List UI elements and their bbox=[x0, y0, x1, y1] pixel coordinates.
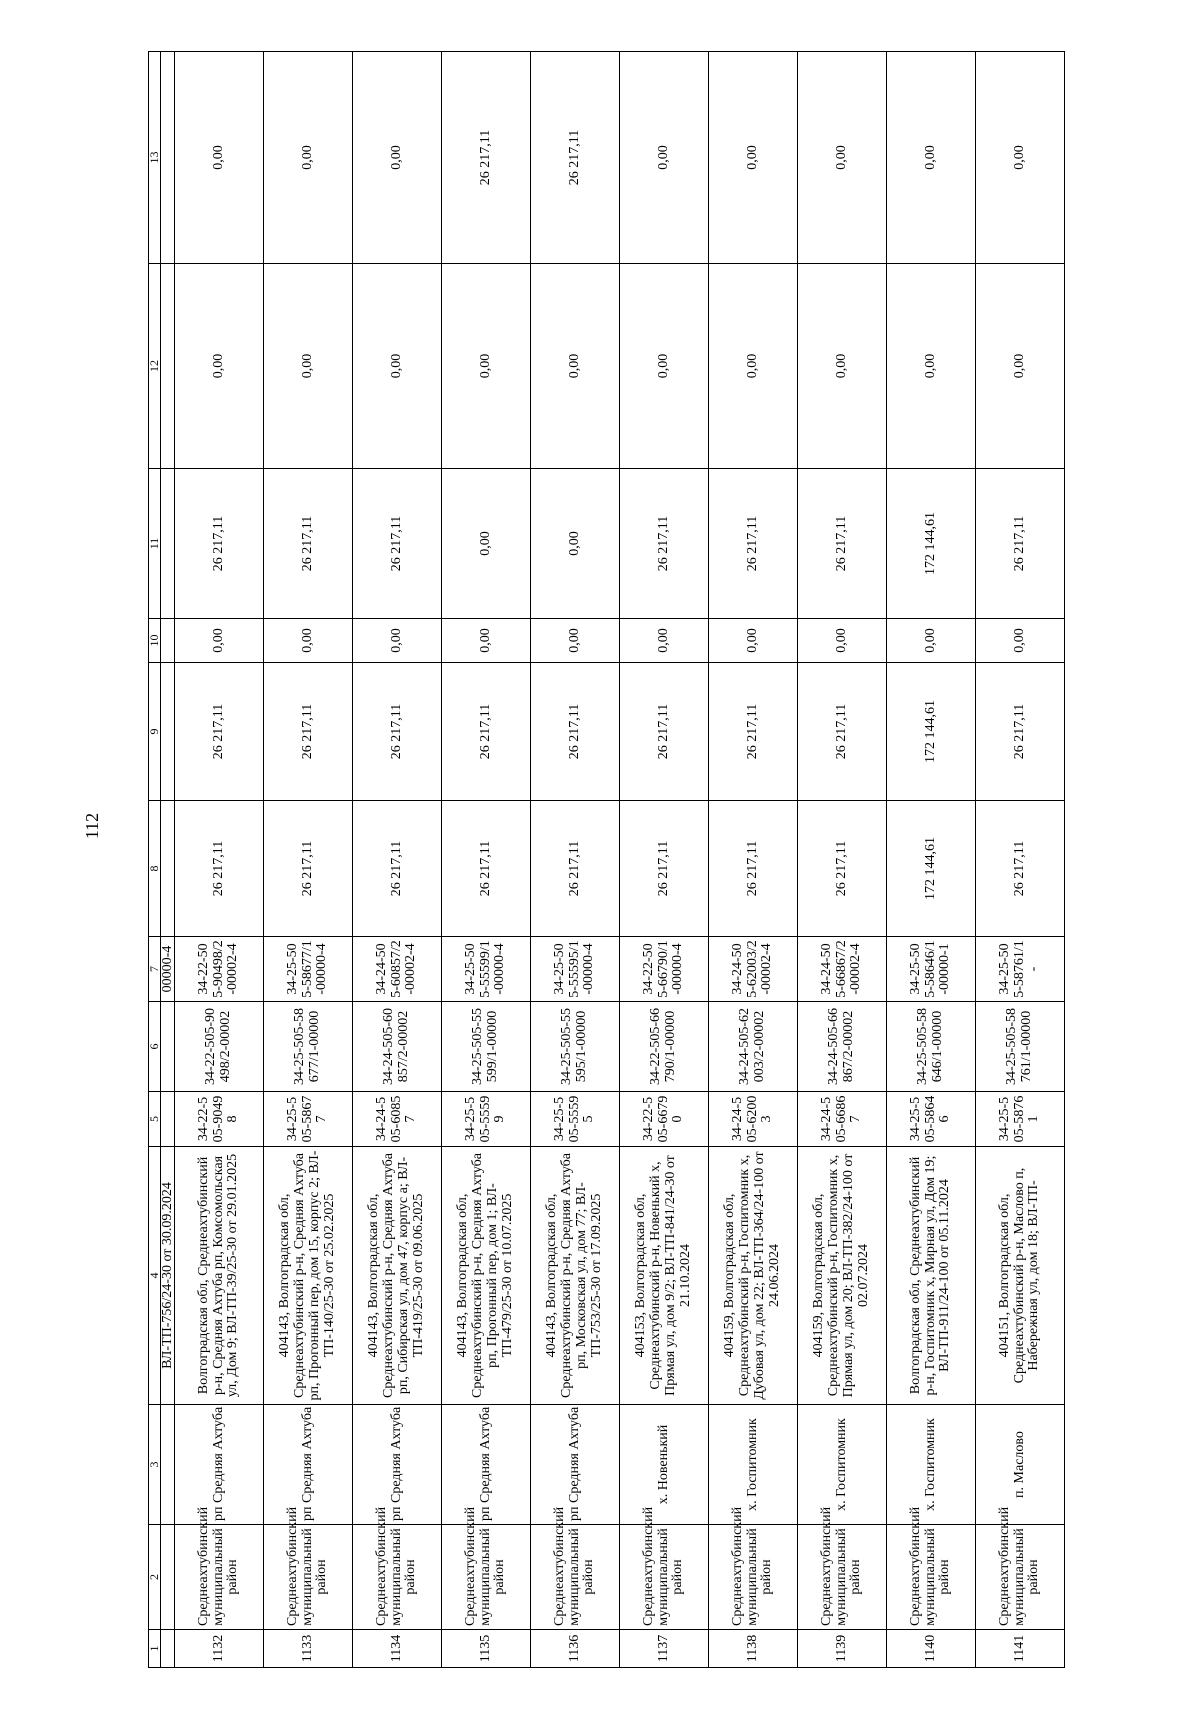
amount-col9: 26 217,11 bbox=[976, 663, 1065, 801]
settlement: рп Средняя Ахтуба bbox=[175, 1405, 264, 1525]
settlement: х. Госпитомник bbox=[798, 1405, 887, 1525]
amount-col12: 0,00 bbox=[264, 264, 353, 469]
address-contract: 404143, Волгоградская обл, Среднеахтубинский р-н, Средняя Ахтуба рп, Прогонный пер, дом 15, корпус 2; ВЛ-ТП-140/25-30 от 25.02.2025 bbox=[264, 1147, 353, 1405]
address-contract: 404159, Волгоградская обл, Среднеахтубинский р-н, Госпитомник х, Прямая ул, дом 20; ВЛ-ТП-382/24-100 от 02.07.2024 bbox=[798, 1147, 887, 1405]
column-header: 13 bbox=[149, 52, 161, 264]
table-row bbox=[442, 52, 531, 1668]
cadastral-code: 34-25-505-58761 bbox=[976, 1092, 1065, 1147]
cadastral-code: 34-24-505-62003 bbox=[709, 1092, 798, 1147]
amount-col12: 0,00 bbox=[442, 264, 531, 469]
amount-col10: 0,00 bbox=[709, 619, 798, 663]
object-code: 34-24-505-60857/2-00002-4 bbox=[353, 937, 442, 1002]
column-header: 6 bbox=[149, 1002, 161, 1092]
cadastral-code: 34-22-505-90498 bbox=[175, 1092, 264, 1147]
connection-id: 34-24-505-62003/2-00002 bbox=[709, 1002, 798, 1092]
amount-col11: 0,00 bbox=[442, 469, 531, 619]
cell-empty bbox=[161, 1630, 175, 1668]
amount-total: 26 217,11 bbox=[976, 801, 1065, 937]
amount-col10: 0,00 bbox=[442, 619, 531, 663]
address-contract: 404151, Волгоградская обл, Среднеахтубинский р-н, Маслово п, Набережная ул, дом 18; ВЛ-ТП- bbox=[976, 1147, 1065, 1405]
amount-col9: 26 217,11 bbox=[442, 663, 531, 801]
continuation-code: 00000-4 bbox=[161, 937, 175, 1002]
cadastral-code: 34-25-505-55595 bbox=[531, 1092, 620, 1147]
row-number: 1140 bbox=[887, 1630, 976, 1668]
connection-id: 34-25-505-58677/1-00000 bbox=[264, 1002, 353, 1092]
connection-id: 34-25-505-58646/1-00000 bbox=[887, 1002, 976, 1092]
amount-col11: 0,00 bbox=[531, 469, 620, 619]
column-header: 9 bbox=[149, 663, 161, 801]
table-row bbox=[620, 52, 709, 1668]
district: Среднеахтубинский муниципальный район bbox=[264, 1525, 353, 1630]
settlement: рп Средняя Ахтуба bbox=[264, 1405, 353, 1525]
continuation-address: ВЛ-ТП-756/24-30 от 30.09.2024 bbox=[161, 1147, 175, 1405]
cadastral-code: 34-25-505-58646 bbox=[887, 1092, 976, 1147]
column-header: 1 bbox=[149, 1630, 161, 1668]
table-row bbox=[264, 52, 353, 1668]
row-number: 1138 bbox=[709, 1630, 798, 1668]
column-header: 10 bbox=[149, 619, 161, 663]
table-row bbox=[798, 52, 887, 1668]
connection-id: 34-25-505-58761/1-00000 bbox=[976, 1002, 1065, 1092]
cell-empty bbox=[161, 1002, 175, 1092]
register-table bbox=[148, 51, 1065, 1668]
amount-total: 26 217,11 bbox=[531, 801, 620, 937]
connection-id: 34-22-505-66790/1-00000 bbox=[620, 1002, 709, 1092]
settlement: х. Госпитомник bbox=[709, 1405, 798, 1525]
settlement: рп Средняя Ахтуба bbox=[531, 1405, 620, 1525]
amount-col10: 0,00 bbox=[887, 619, 976, 663]
amount-col11: 26 217,11 bbox=[264, 469, 353, 619]
district: Среднеахтубинский муниципальный район bbox=[887, 1525, 976, 1630]
amount-col12: 0,00 bbox=[353, 264, 442, 469]
column-header: 11 bbox=[149, 469, 161, 619]
district: Среднеахтубинский муниципальный район bbox=[175, 1525, 264, 1630]
cell-empty bbox=[161, 469, 175, 619]
register-table-rotated bbox=[148, 52, 1065, 1668]
amount-col10: 0,00 bbox=[531, 619, 620, 663]
amount-col13: 0,00 bbox=[887, 52, 976, 264]
column-header: 2 bbox=[149, 1525, 161, 1630]
settlement: х. Госпитомник bbox=[887, 1405, 976, 1525]
address-contract: 404159, Волгоградская обл, Среднеахтубинский р-н, Госпитомник х, Дубовая ул, дом 22; ВЛ-ТП-364/24-100 от 24.06.2024 bbox=[709, 1147, 798, 1405]
amount-total: 26 217,11 bbox=[264, 801, 353, 937]
cell-empty bbox=[161, 264, 175, 469]
district: Среднеахтубинский муниципальный район bbox=[442, 1525, 531, 1630]
cell-empty bbox=[161, 1525, 175, 1630]
amount-col10: 0,00 bbox=[264, 619, 353, 663]
amount-col10: 0,00 bbox=[175, 619, 264, 663]
object-code: 34-25-505-55599/1-00000-4 bbox=[442, 937, 531, 1002]
connection-id: 34-22-505-90498/2-00002 bbox=[175, 1002, 264, 1092]
column-header: 12 bbox=[149, 264, 161, 469]
column-header: 3 bbox=[149, 1405, 161, 1525]
amount-col13: 0,00 bbox=[353, 52, 442, 264]
object-code: 34-25-505-58677/1-00000-4 bbox=[264, 937, 353, 1002]
settlement: рп Средняя Ахтуба bbox=[442, 1405, 531, 1525]
row-number: 1136 bbox=[531, 1630, 620, 1668]
address-contract: 404143, Волгоградская обл, Среднеахтубинский р-н, Средняя Ахтуба рп, Московская ул, дом 77; ВЛ-ТП-753/25-30 от 17.09.2025 bbox=[531, 1147, 620, 1405]
column-header: 4 bbox=[149, 1147, 161, 1405]
amount-col9: 172 144,61 bbox=[887, 663, 976, 801]
amount-col13: 0,00 bbox=[175, 52, 264, 264]
object-code: 34-22-505-66790/1-00000-4 bbox=[620, 937, 709, 1002]
cadastral-code: 34-25-505-58677 bbox=[264, 1092, 353, 1147]
table-row bbox=[709, 52, 798, 1668]
amount-col9: 26 217,11 bbox=[531, 663, 620, 801]
amount-col9: 26 217,11 bbox=[798, 663, 887, 801]
row-number: 1132 bbox=[175, 1630, 264, 1668]
table-row bbox=[353, 52, 442, 1668]
cell-empty bbox=[161, 1405, 175, 1525]
connection-id: 34-25-505-55595/1-00000 bbox=[531, 1002, 620, 1092]
amount-col13: 0,00 bbox=[264, 52, 353, 264]
amount-col9: 26 217,11 bbox=[620, 663, 709, 801]
amount-col11: 26 217,11 bbox=[175, 469, 264, 619]
page-number: 112 bbox=[82, 812, 102, 840]
district: Среднеахтубинский муниципальный район bbox=[798, 1525, 887, 1630]
amount-col12: 0,00 bbox=[709, 264, 798, 469]
cadastral-code: 34-25-505-55599 bbox=[442, 1092, 531, 1147]
table-row bbox=[531, 52, 620, 1668]
column-number-header-row bbox=[149, 52, 161, 1668]
amount-col10: 0,00 bbox=[620, 619, 709, 663]
object-code: 34-24-505-62003/2-00002-4 bbox=[709, 937, 798, 1002]
amount-col12: 0,00 bbox=[887, 264, 976, 469]
row-number: 1141 bbox=[976, 1630, 1065, 1668]
table-row bbox=[887, 52, 976, 1668]
address-contract: Волгоградская обл, Среднеахтубинский р-н, Средняя Ахтуба рп, Комсомольская ул, Дом 9; ВЛ-ТП-39/25-30 от 29.01.2025 bbox=[175, 1147, 264, 1405]
connection-id: 34-24-505-60857/2-00002 bbox=[353, 1002, 442, 1092]
amount-total: 26 217,11 bbox=[175, 801, 264, 937]
amount-col13: 26 217,11 bbox=[531, 52, 620, 264]
connection-id: 34-25-505-55599/1-00000 bbox=[442, 1002, 531, 1092]
amount-col9: 26 217,11 bbox=[709, 663, 798, 801]
address-contract: Волгоградская обл, Среднеахтубинский р-н, Госпитомник х, Мирная ул, Дом 19; ВЛ-ТП-911/24-100 от 05.11.2024 bbox=[887, 1147, 976, 1405]
amount-total: 26 217,11 bbox=[442, 801, 531, 937]
table-row bbox=[976, 52, 1065, 1668]
amount-col11: 26 217,11 bbox=[353, 469, 442, 619]
district: Среднеахтубинский муниципальный район bbox=[709, 1525, 798, 1630]
amount-col9: 26 217,11 bbox=[353, 663, 442, 801]
address-contract: 404153, Волгоградская обл, Среднеахтубинский р-н, Новенький х, Прямая ул, дом 9/2; ВЛ-ТП-841/24-30 от 21.10.2024 bbox=[620, 1147, 709, 1405]
amount-col12: 0,00 bbox=[175, 264, 264, 469]
cell-empty bbox=[161, 1092, 175, 1147]
amount-col10: 0,00 bbox=[798, 619, 887, 663]
amount-col11: 26 217,11 bbox=[709, 469, 798, 619]
table-body bbox=[149, 52, 1065, 1668]
amount-col13: 0,00 bbox=[976, 52, 1065, 264]
object-code: 34-25-505-55595/1-00000-4 bbox=[531, 937, 620, 1002]
amount-col13: 0,00 bbox=[798, 52, 887, 264]
amount-total: 26 217,11 bbox=[620, 801, 709, 937]
object-code: 34-25-505-58761/1- bbox=[976, 937, 1065, 1002]
cadastral-code: 34-24-505-60857 bbox=[353, 1092, 442, 1147]
amount-col11: 26 217,11 bbox=[798, 469, 887, 619]
amount-col12: 0,00 bbox=[620, 264, 709, 469]
amount-col9: 26 217,11 bbox=[264, 663, 353, 801]
table-row bbox=[175, 52, 264, 1668]
amount-col10: 0,00 bbox=[353, 619, 442, 663]
column-header: 8 bbox=[149, 801, 161, 937]
object-code: 34-25-505-58646/1-00000-1 bbox=[887, 937, 976, 1002]
cell-empty bbox=[161, 801, 175, 937]
settlement: п. Маслово bbox=[976, 1405, 1065, 1525]
cell-empty bbox=[161, 52, 175, 264]
row-number: 1135 bbox=[442, 1630, 531, 1668]
amount-col12: 0,00 bbox=[976, 264, 1065, 469]
settlement: х. Новенький bbox=[620, 1405, 709, 1525]
column-header: 5 bbox=[149, 1092, 161, 1147]
amount-total: 26 217,11 bbox=[709, 801, 798, 937]
district: Среднеахтубинский муниципальный район bbox=[976, 1525, 1065, 1630]
district: Среднеахтубинский муниципальный район bbox=[353, 1525, 442, 1630]
district: Среднеахтубинский муниципальный район bbox=[620, 1525, 709, 1630]
row-number: 1134 bbox=[353, 1630, 442, 1668]
cadastral-code: 34-24-505-66867 bbox=[798, 1092, 887, 1147]
cell-empty bbox=[161, 619, 175, 663]
address-contract: 404143, Волгоградская обл, Среднеахтубинский р-н, Средняя Ахтуба рп, Прогонный пер, дом 1; ВЛ-ТП-479/25-30 от 10.07.2025 bbox=[442, 1147, 531, 1405]
amount-col12: 0,00 bbox=[798, 264, 887, 469]
continuation-row bbox=[161, 52, 175, 1668]
amount-total: 26 217,11 bbox=[798, 801, 887, 937]
amount-total: 172 144,61 bbox=[887, 801, 976, 937]
amount-col10: 0,00 bbox=[976, 619, 1065, 663]
column-header: 7 bbox=[149, 937, 161, 1002]
connection-id: 34-24-505-66867/2-00002 bbox=[798, 1002, 887, 1092]
amount-col12: 0,00 bbox=[531, 264, 620, 469]
amount-col11: 26 217,11 bbox=[620, 469, 709, 619]
address-contract: 404143, Волгоградская обл, Среднеахтубинский р-н, Средняя Ахтуба рп, Сибирская ул, дом 47, корпус а; ВЛ-ТП-419/25-30 от 09.06.2025 bbox=[353, 1147, 442, 1405]
row-number: 1139 bbox=[798, 1630, 887, 1668]
amount-col13: 0,00 bbox=[709, 52, 798, 264]
amount-total: 26 217,11 bbox=[353, 801, 442, 937]
amount-col13: 0,00 bbox=[620, 52, 709, 264]
row-number: 1137 bbox=[620, 1630, 709, 1668]
amount-col11: 172 144,61 bbox=[887, 469, 976, 619]
settlement: рп Средняя Ахтуба bbox=[353, 1405, 442, 1525]
amount-col11: 26 217,11 bbox=[976, 469, 1065, 619]
cadastral-code: 34-22-505-66790 bbox=[620, 1092, 709, 1147]
district: Среднеахтубинский муниципальный район bbox=[531, 1525, 620, 1630]
amount-col13: 26 217,11 bbox=[442, 52, 531, 264]
row-number: 1133 bbox=[264, 1630, 353, 1668]
object-code: 34-22-505-90498/2-00002-4 bbox=[175, 937, 264, 1002]
amount-col9: 26 217,11 bbox=[175, 663, 264, 801]
object-code: 34-24-505-66867/2-00002-4 bbox=[798, 937, 887, 1002]
cell-empty bbox=[161, 663, 175, 801]
